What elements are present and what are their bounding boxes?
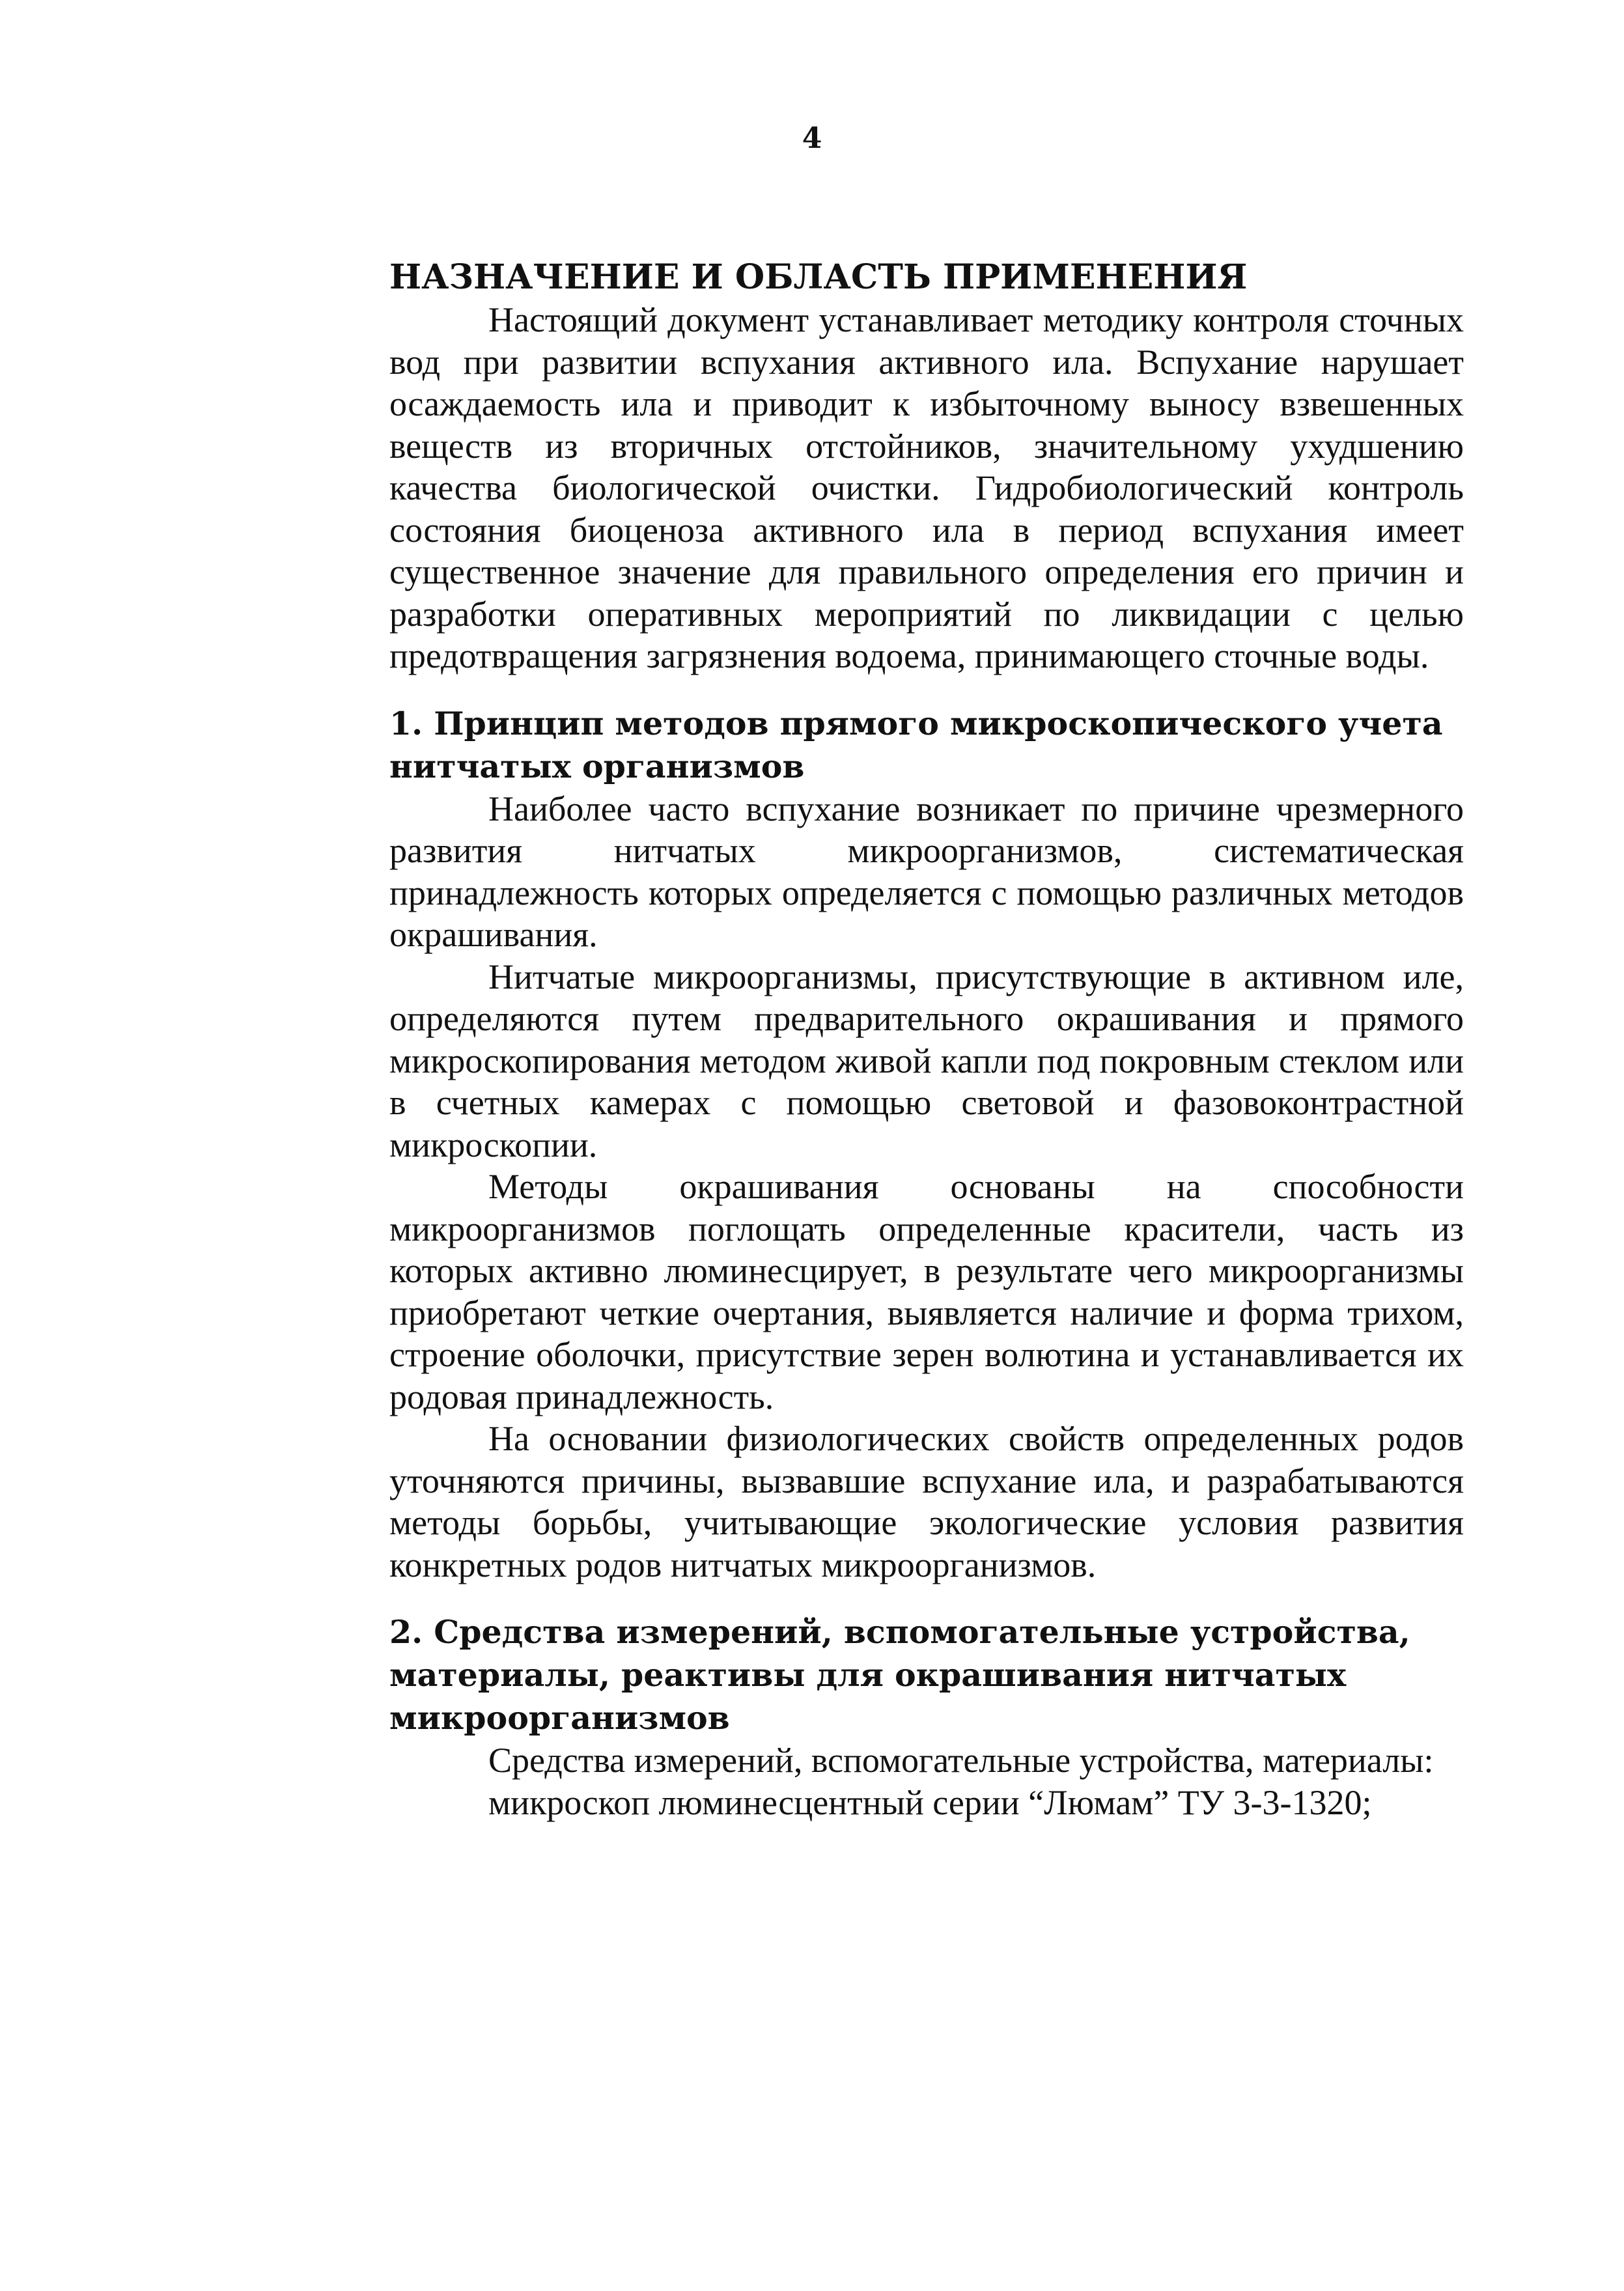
document-body <box>389 257 1464 1823</box>
intro-heading: НАЗНАЧЕНИЕ И ОБЛАСТЬ ПРИМЕНЕНИЯ <box>389 257 1248 297</box>
section-2-heading: 2. Средства измерений, вспомогательные устройства, материалы, реактивы для окрашивания нитчатых микроорганизмов <box>389 1613 1410 1737</box>
section-1-paragraph-4: На основании физиологических свойств определенных родов уточняются причины, вызвавшие вспухание ила, и разрабатываются методы борьбы, учитывающие экологические условия развития конкретных родов нитчатых микроорганизмов. <box>389 1419 1464 1584</box>
equipment-list-item: микроскоп люминесцентный серии “Люмам” ТУ 3-3-1320; <box>488 1782 1372 1822</box>
page-number: 4 <box>802 122 822 155</box>
section-1-paragraph-1: Наиболее часто вспухание возникает по причине чрезмерного развития нитчатых микроорганизмов, систематическая принадлежность которых определяется с помощью различных методов окрашивания. <box>389 789 1464 954</box>
equipment-list <box>389 1739 1464 1823</box>
section-1-heading: 1. Принцип методов прямого микроскопического учета нитчатых организмов <box>389 704 1443 785</box>
section-2 <box>389 1610 1464 1823</box>
section-1 <box>389 702 1464 1586</box>
section-1-paragraph-3: Методы окрашивания основаны на способности микроорганизмов поглощать определенные красители, часть из которых активно люминесцирует, в результате чего микроорганизмы приобретают четкие очертания, выявляется наличие и форма трихом, строение оболочки, присутствие зерен волютина и устанавливается их родовая принадлежность. <box>389 1167 1464 1416</box>
intro-section <box>389 257 1464 677</box>
intro-paragraph: Настоящий документ устанавливает методику контроля сточных вод при развитии вспухания активного ила. Вспухание нарушает осаждаемость ила и приводит к избыточному выносу взвешенных веществ из вторичных отстойников, значительному ухудшению качества биологической очистки. Гидробиологический контроль состояния биоценоза активного ила в период вспухания имеет существенное значение для правильного определения его причин и разработки оперативных мероприятий по ликвидации с целью предотвращения загрязнения водоема, принимающего сточные воды. <box>389 300 1464 675</box>
equipment-list-intro: Средства измерений, вспомогательные устройства, материалы: <box>488 1741 1434 1780</box>
section-1-paragraph-2: Нитчатые микроорганизмы, присутствующие в активном иле, определяются путем предварительного окрашивания и прямого микроскопирования методом живой капли под покровным стеклом или в счетных камерах с помощью световой и фазовоконтрастной микроскопии. <box>389 957 1464 1164</box>
